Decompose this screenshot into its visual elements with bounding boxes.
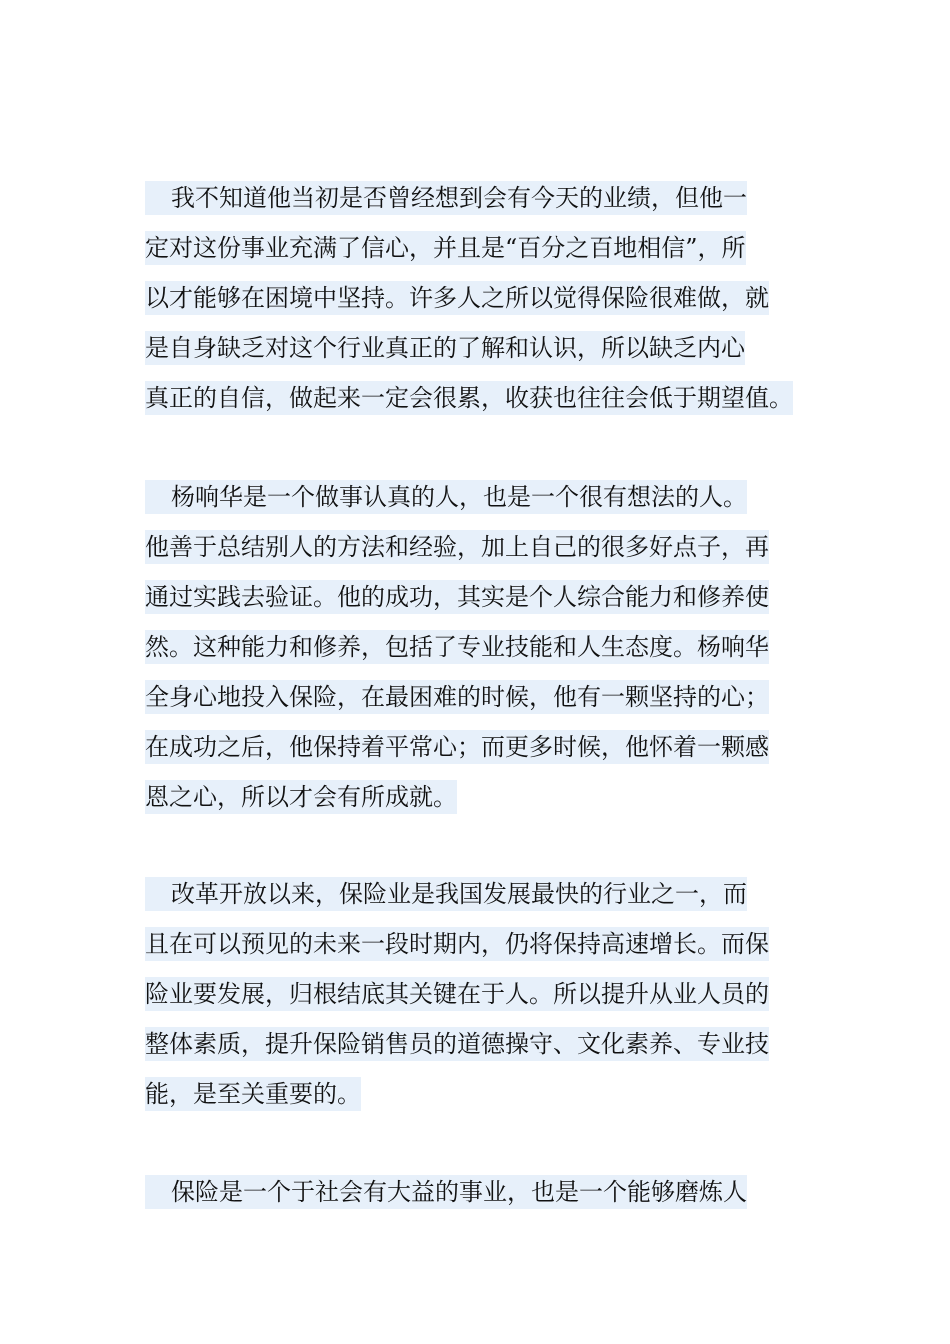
text-line — [145, 173, 810, 223]
text-line — [145, 522, 810, 572]
text-line — [145, 373, 810, 423]
text-line — [145, 1019, 810, 1069]
line-text: 以才能够在困境中坚持。许多人之所以觉得保险很难做，就 — [145, 281, 769, 315]
text-line — [145, 223, 810, 273]
text-line — [145, 323, 810, 373]
paragraph-4 — [145, 1167, 810, 1217]
text-line — [145, 1069, 810, 1119]
line-text: 通过实践去验证。他的成功，其实是个人综合能力和修养使 — [145, 580, 769, 614]
text-line — [145, 273, 810, 323]
line-text: 全身心地投入保险，在最困难的时候，他有一颗坚持的心； — [145, 680, 769, 714]
text-line — [145, 722, 810, 772]
line-text: 恩之心，所以才会有所成就。 — [145, 780, 457, 814]
text-line — [145, 472, 810, 522]
text-line — [145, 969, 810, 1019]
text-line — [145, 572, 810, 622]
text-line — [145, 622, 810, 672]
line-text: 险业要发展，归根结底其关键在于人。所以提升从业人员的 — [145, 977, 769, 1011]
paragraph-3 — [145, 869, 810, 1119]
line-text: 在成功之后，他保持着平常心；而更多时候，他怀着一颗感 — [145, 730, 769, 764]
line-text: 整体素质，提升保险销售员的道德操守、文化素养、专业技 — [145, 1027, 769, 1061]
paragraph-1 — [145, 173, 810, 423]
text-line — [145, 772, 810, 822]
line-text: 且在可以预见的未来一段时期内，仍将保持高速增长。而保 — [145, 927, 769, 961]
line-text: 我不知道他当初是否曾经想到会有今天的业绩，但他一 — [145, 181, 747, 215]
text-line — [145, 919, 810, 969]
line-text: 杨响华是一个做事认真的人，也是一个很有想法的人。 — [145, 480, 747, 514]
text-line — [145, 869, 810, 919]
line-text: 定对这份事业充满了信心，并且是“百分之百地相信”，所 — [145, 231, 746, 265]
line-text: 是自身缺乏对这个行业真正的了解和认识，所以缺乏内心 — [145, 331, 745, 365]
paragraph-2 — [145, 472, 810, 822]
line-text: 然。这种能力和修养，包括了专业技能和人生态度。杨响华 — [145, 630, 769, 664]
line-text: 改革开放以来，保险业是我国发展最快的行业之一，而 — [145, 877, 747, 911]
line-text: 真正的自信，做起来一定会很累，收获也往往会低于期望值。 — [145, 381, 793, 415]
line-text: 保险是一个于社会有大益的事业，也是一个能够磨炼人 — [145, 1175, 747, 1209]
text-line — [145, 672, 810, 722]
line-text: 他善于总结别人的方法和经验，加上自己的很多好点子，再 — [145, 530, 769, 564]
text-line — [145, 1167, 810, 1217]
line-text: 能，是至关重要的。 — [145, 1077, 361, 1111]
